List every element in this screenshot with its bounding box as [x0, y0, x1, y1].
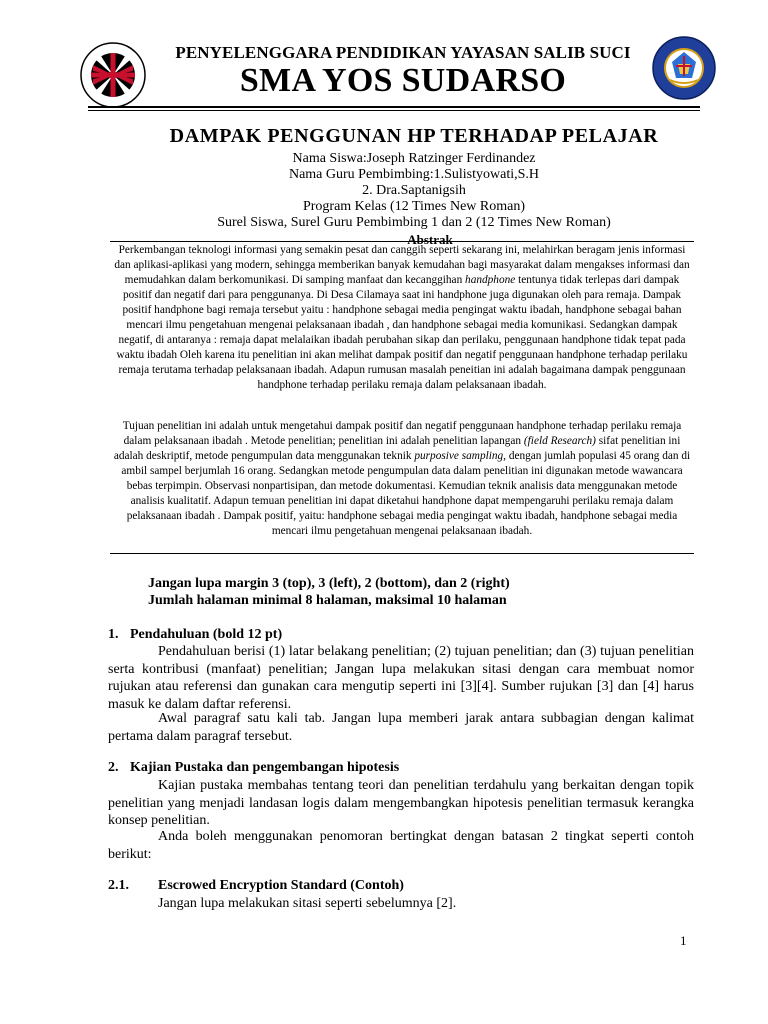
- page-number: 1: [680, 933, 687, 948]
- section-2-heading: 2. Kajian Pustaka dan pengembangan hipotesis: [108, 760, 400, 775]
- teacher-2: 2. Dra.Saptanigsih: [362, 183, 466, 198]
- section-2-1-heading: 2.1. Escrowed Encryption Standard (Contoh): [108, 878, 404, 893]
- section-2-paragraph-2: Anda boleh menggunakan penomoran bertingkat dengan batasan 2 tingkat seperti contoh berikut:: [108, 829, 694, 862]
- header-rule: [88, 106, 700, 108]
- abstract-heading: Abstrak: [407, 232, 453, 247]
- section-1-paragraph-2: Awal paragraf satu kali tab. Jangan lupa memberi jarak antara subbagian dengan kalimat pertama dalam paragraf tersebut.: [108, 711, 694, 744]
- sma-yos-sudarso-logo: [652, 36, 716, 100]
- abstract-bottom-rule: [110, 553, 694, 554]
- email-line: Surel Siswa, Surel Guru Pembimbing 1 dan 2 (12 Times New Roman): [217, 215, 611, 230]
- paper-title: DAMPAK PENGGUNAN HP TERHADAP PELAJAR: [169, 125, 659, 147]
- abstract-top-rule: [110, 241, 694, 242]
- margin-note: Jangan lupa margin 3 (top), 3 (left), 2 (bottom), dan 2 (right): [148, 576, 510, 591]
- abstract-paragraph-1: Perkembangan teknologi informasi yang semakin pesat dan canggih seperti sekarang ini, melahirkan beragam jenis informasi dan aplikasi-aplikasi yang modern, sehingga memberikan banyak kemudahan bagi masyarakat dalam mengakses informasi dan memudahkan dalam berkomunikasi. Di samping manfaat dan kecanggihan handphone tentunya tidak terlepas dari dampak positif dan negatif dari para penggunanya. Di Desa Cilamaya saat ini handphone juga digunakan oleh para remaja. Dampak positif handphone bagi remaja tersebut yaitu : handphone sebagai media pengingat waktu ibadah, handphone sebagai bahan mencari ilmu pengetahuan mengenai pelaksanaan ibadah , dan handphone sebagai media komunikasi. Sedangkan dampak negatif, di antaranya : remaja dapat melalaikan ibadah perubahan sikap dan perilaku, penggunaan handphone tidak tepat pada waktu ibadah Oleh karena itu penelitian ini akan melihat dampak positif dan negatif penggunaan handphone terhadap perilaku remaja terutama terhadap pelaksanaan ibadah. Adapun rumusan masalah peneitian ini adalah bagaimana dampak penggunaan handphone terhadap perilaku remaja dalam pelaksanaan ibadah.: [114, 244, 690, 391]
- foundation-name: PENYELENGGARA PENDIDIKAN YAYASAN SALIB SUCI: [175, 43, 631, 62]
- yayasan-salib-suci-logo: [80, 42, 146, 108]
- section-2-1-paragraph-1: Jangan lupa melakukan sitasi seperti sebelumnya [2].: [158, 896, 457, 911]
- program-class: Program Kelas (12 Times New Roman): [302, 199, 526, 214]
- section-1-paragraph-1: Pendahuluan berisi (1) latar belakang penelitian; (2) tujuan penelitian; dan (3) tujuan penelitian serta kontribusi (manfaat) penelitian; Jangan lupa melakukan sitasi dengan cara membuat nomor rujukan atau referensi dan gunakan cara mengutip seperti ini [3][4]. Sumber rujukan [3] dan [4] harus masuk ke dalam daftar referensi.: [108, 644, 694, 712]
- abstract-paragraph-2: Tujuan penelitian ini adalah untuk mengetahui dampak positif dan negatif penggunaan handphone terhadap perilaku remaja dalam pelaksanaan ibadah . Metode penelitian; penelitian ini adalah penelitian lapangan (field Research) sifat penelitian ini adalah deskriptif, metode pengumpulan data menggunakan teknik purposive sampling, dengan jumlah populasi 45 orang dan di ambil sampel berjumlah 16 orang. Sedangkan metode pengumpulan data dalam penelitian ini digunakan metode wawancara bebas terpimpin. Observasi nonpartisipan, dan metode dokumentasi. Kemudian teknik analisis data menggunakan metode analisis kualitatif. Adapun temuan penelitian ini dapat diketahui handphone dapat mempengaruhi perilaku remaja dalam pelaksanaan ibadah . Dampak positif, yaitu: handphone sebagai media pengingat waktu ibadah, handphone sebagai media mencari ilmu pengetahuan mengenai pelaksanaan ibadah.: [113, 420, 691, 537]
- student-name: Nama Siswa:Joseph Ratzinger Ferdinandez: [292, 151, 536, 166]
- school-name: SMA YOS SUDARSO: [239, 62, 567, 99]
- pages-note: Jumlah halaman minimal 8 halaman, maksimal 10 halaman: [148, 593, 507, 608]
- teacher-1: Nama Guru Pembimbing:1.Sulistyowati,S.H: [288, 167, 540, 182]
- section-2-paragraph-1: Kajian pustaka membahas tentang teori dan penelitian terdahulu yang berkaitan dengan topik penelitian yang menjadi landasan logis dalam mengembangkan hipotesis penelitian termasuk kerangka konsep penelitian.: [108, 778, 694, 828]
- section-1-heading: 1. Pendahuluan (bold 12 pt): [108, 627, 283, 642]
- header-rule-thin: [88, 110, 700, 111]
